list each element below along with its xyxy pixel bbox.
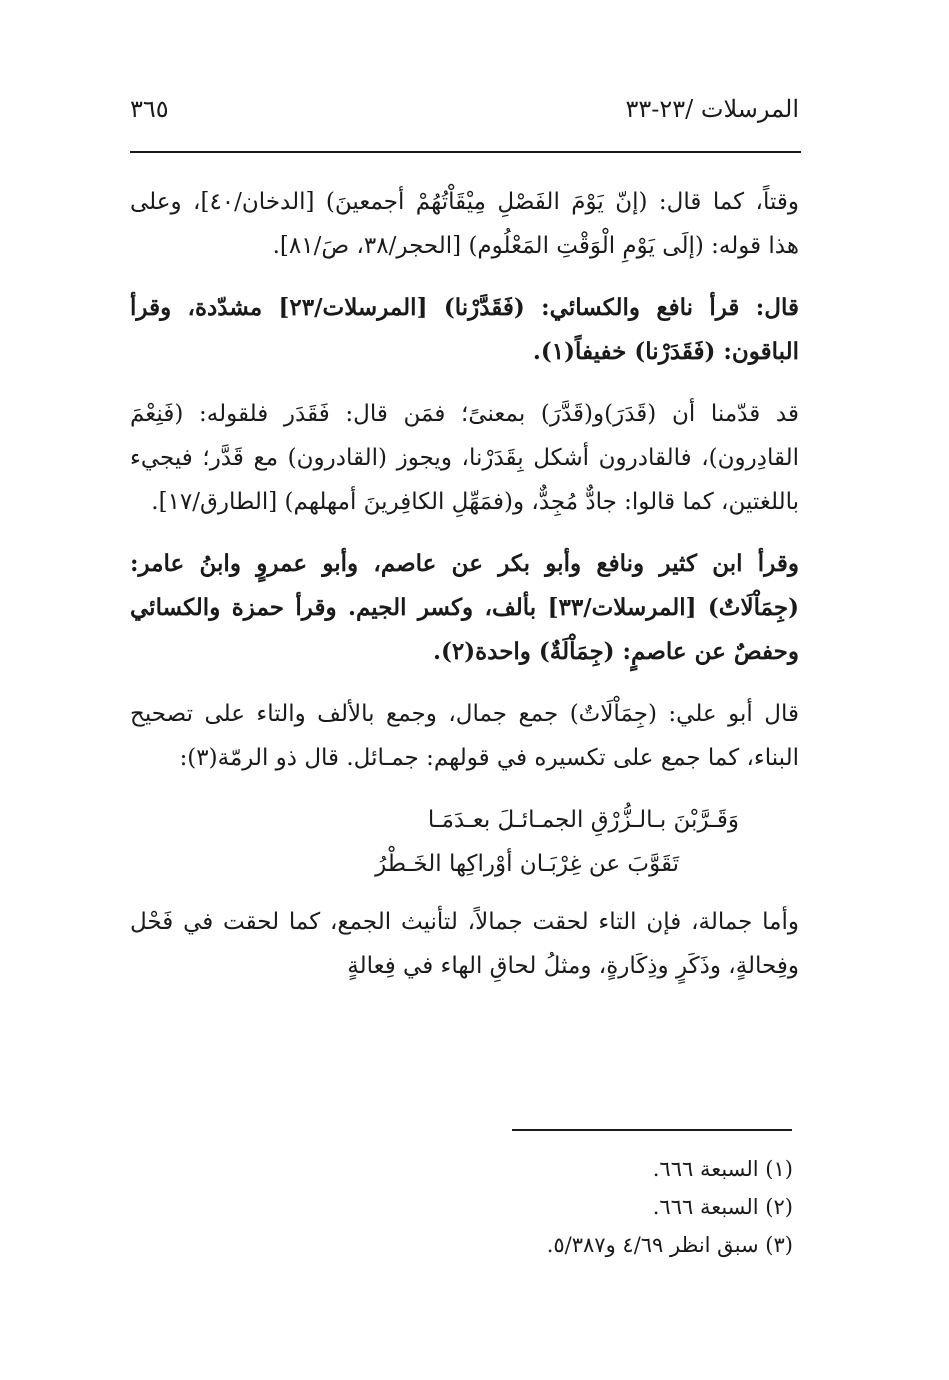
main-text xyxy=(130,180,799,1006)
running-head-title: المرسلات /٢٣-٣٣ xyxy=(625,95,799,123)
paragraph-5: قال أبو علي: (جِمَاْلَاتٌ) جمع جمال، وجمع بالألف والتاء على تصحيح البناء، كما جمع على تكسيره في قولهم: جمـائل. قال ذو الرمّة(٣): xyxy=(130,701,799,771)
footnote-1: (١) السبعة ٦٦٦. xyxy=(652,1157,793,1181)
footnote-2: (٢) السبعة ٦٦٦. xyxy=(652,1195,793,1219)
paragraph-1: وقتاً، كما قال: (إنّ يَوْمَ الفَصْلِ مِيْقَاْتُهُمْ أجمعينَ) [الدخان/٤٠]، وعلى هذا قوله: (إلَى يَوْمِ الْوَقْتِ المَعْلُوم) [الحجر/٣٨، صَ/٨١]. xyxy=(130,189,799,259)
paragraph-3: قد قدّمنا أن (قَدَرَ)و(قَدَّرَ) بمعنىً؛ فمَن قال: فَقَدَر فلقوله: (فَنِعْمَ القادِرون)، فالقادرون أشكل بِقَدَرْنا، ويجوز (القادرون) مع قَدَّر؛ فيجيء باللغتين، كما قالوا: جادٌّ مُجِدٌّ، و(فمَهِّلِ الكافِرينَ أمهلهم) [الطارق/١٧]. xyxy=(130,401,799,515)
footnote-3: (٣) سبق انظر ٤/٦٩ و٥/٣٨٧. xyxy=(546,1233,793,1257)
header-divider xyxy=(130,151,801,153)
footnote-divider xyxy=(512,1129,792,1131)
poem-verse xyxy=(130,798,799,886)
paragraph-6: وأما جمالة، فإن التاء لحقت جمالاً، لتأنيث الجمع، كما لحقت في فَحْل وفِحالةٍ، وذَكَرٍ وذِكَارةٍ، ومثلُ لحاقِ الهاء في فِعالةٍ xyxy=(130,909,799,979)
footnotes xyxy=(130,1150,793,1264)
running-head xyxy=(130,95,799,135)
paragraph-4-qiraat: وقرأ ابن كثير ونافع وأبو بكر عن عاصم، وأبو عمروٍ وابنُ عامر: (جِمَاْلَاتٌ) [المرسلات/٣٣] بألف، وكسر الجيم. وقرأ حمزة والكسائي وحفصٌ عن عاصمٍ: (جِمَاْلَةٌ) واحدة(٢). xyxy=(130,550,799,665)
page-number: ٣٦٥ xyxy=(130,95,169,123)
paragraph-2-qiraat: قال: قرأ نافع والكسائي: (فَقَدَّرْنا) [المرسلات/٢٣] مشدّدة، وقرأ الباقون: (فَقَدَرْنا) خفيفاً(١). xyxy=(130,294,799,365)
poem-line-1: وَقَـرَّبْنَ بـالـزُّرْقِ الجمـائـلَ بعـدَمَـا xyxy=(427,807,739,833)
poem-line-2: تَقَوَّبَ عن غِرْبَـان أوْراكِها الخَـطْرُ xyxy=(375,851,679,877)
